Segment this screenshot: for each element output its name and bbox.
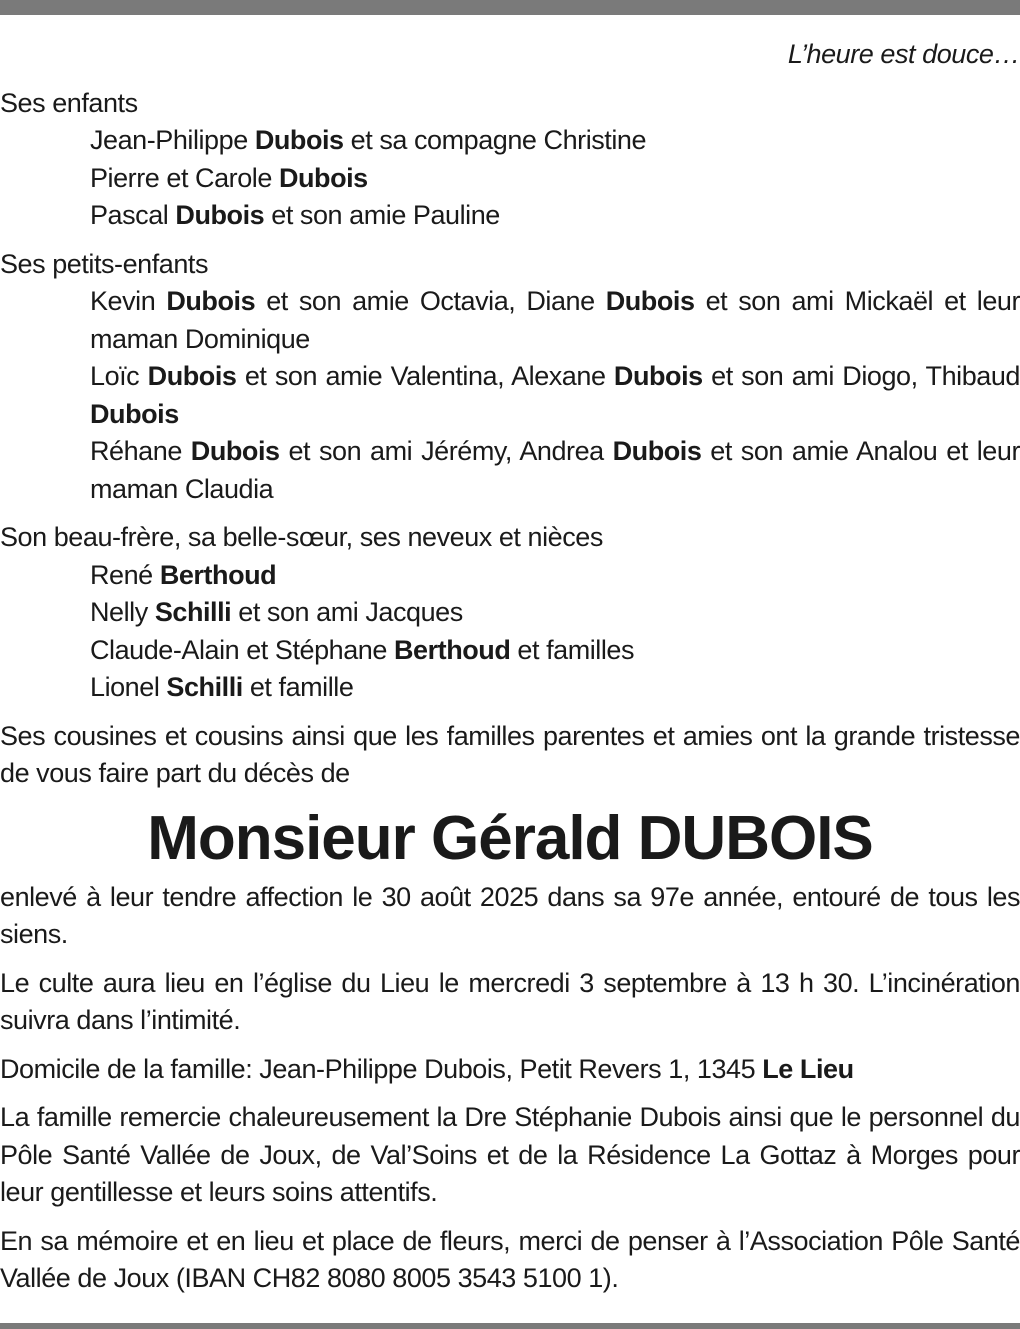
entry-text: et son ami Jérémy, Andrea bbox=[279, 436, 613, 466]
family-entry bbox=[0, 557, 1020, 595]
domicile bbox=[0, 1051, 1020, 1089]
entry-surname: Dubois bbox=[190, 436, 280, 466]
service-notice: Le culte aura lieu en l’église du Lieu le mercredi 3 septembre à 13 h 30. L’incinération suivra dans l’intimité. bbox=[0, 967, 1020, 1035]
passing-notice: enlevé à leur tendre affection le 30 août 2025 dans sa 97e année, entouré de tous les siens. bbox=[0, 881, 1020, 949]
domicile-locality: Le Lieu bbox=[762, 1053, 854, 1084]
entry-text: et son amie Pauline bbox=[264, 200, 500, 230]
family-entry bbox=[0, 433, 1020, 508]
in-laws-section bbox=[0, 519, 1020, 707]
entry-surname: Dubois bbox=[175, 200, 265, 230]
entry-surname: Dubois bbox=[605, 286, 695, 316]
entry-surname: Schilli bbox=[154, 597, 232, 627]
entry-text: et son amie Valentina, Alexane bbox=[236, 361, 614, 391]
family-entry bbox=[0, 122, 1020, 160]
family-entry bbox=[0, 632, 1020, 670]
entry-surname: Dubois bbox=[254, 125, 344, 155]
entry-surname: Dubois bbox=[612, 436, 702, 466]
entry-text: Jean-Philippe bbox=[90, 125, 255, 155]
family-entry bbox=[0, 358, 1020, 433]
domicile-text: Domicile de la famille: Jean-Philippe Dubois, Petit Revers 1, 1345 bbox=[0, 1053, 763, 1084]
entry-text: et son amie Octavia, Diane bbox=[255, 286, 606, 316]
entry-text: et familles bbox=[510, 634, 635, 665]
entry-surname: Berthoud bbox=[159, 559, 277, 590]
obituary-text bbox=[0, 36, 1020, 1309]
entry-text: Réhane bbox=[90, 436, 191, 466]
entry-surname: Schilli bbox=[166, 672, 243, 702]
children-section bbox=[0, 85, 1020, 235]
entry-text: et son amie Analou et leur maman Claudia bbox=[90, 436, 1020, 504]
entry-text: Pascal bbox=[90, 200, 176, 230]
entry-surname: Dubois bbox=[147, 361, 237, 391]
entry-surname: Dubois bbox=[278, 162, 368, 193]
entry-text: et son ami Mickaël et leur maman Dominique bbox=[90, 286, 1020, 354]
family-entry bbox=[0, 594, 1020, 632]
entry-text: Kevin bbox=[90, 286, 167, 316]
motto: L’heure est douce… bbox=[787, 39, 1020, 69]
thanks: La famille remercie chaleureusement la Dre Stéphanie Dubois ainsi que le personnel du Pôle Santé Vallée de Joux, de Val’Soins et de la Résidence La Gottaz à Morges pour leur gentillesse et leurs soins attentifs. bbox=[0, 1102, 1020, 1207]
entry-surname: Dubois bbox=[166, 286, 256, 316]
entry-text: et son ami Diogo, Thibaud bbox=[702, 361, 1020, 391]
entry-text: Lionel bbox=[90, 672, 167, 702]
entry-text: Pierre et Carole bbox=[90, 162, 279, 193]
family-entry bbox=[0, 283, 1020, 358]
section-heading: Ses petits-enfants bbox=[0, 248, 209, 279]
entry-text: Loïc bbox=[90, 361, 148, 391]
section-heading: Ses enfants bbox=[0, 87, 138, 118]
entry-text: et sa compagne Christine bbox=[343, 125, 647, 155]
entry-surname: Dubois bbox=[90, 398, 179, 429]
entry-surname: Dubois bbox=[613, 361, 703, 391]
entry-text: et famille bbox=[242, 672, 354, 702]
deceased-name: Monsieur Gérald DUBOIS bbox=[147, 803, 873, 873]
entry-text: Claude-Alain et Stéphane bbox=[90, 634, 394, 665]
entry-text: et son ami Jacques bbox=[231, 597, 463, 627]
entry-text: Nelly bbox=[90, 597, 155, 627]
entry-surname: Berthoud bbox=[393, 634, 511, 665]
family-entry bbox=[0, 160, 1020, 198]
announcement: Ses cousines et cousins ainsi que les familles parentes et amies ont la grande tristesse de vous faire part du décès de bbox=[0, 720, 1020, 788]
family-entry bbox=[0, 669, 1020, 707]
family-entry bbox=[0, 197, 1020, 235]
bottom-rule bbox=[0, 1323, 1020, 1329]
section-heading: Son beau-frère, sa belle-sœur, ses neveux et nièces bbox=[0, 522, 603, 552]
entry-text: René bbox=[90, 559, 160, 590]
grandchildren-section bbox=[0, 246, 1020, 509]
memorial-donation: En sa mémoire et en lieu et place de fleurs, merci de penser à l’Association Pôle Santé Vallée de Joux (IBAN CH82 8080 8005 3543 5100 1). bbox=[0, 1225, 1020, 1293]
top-rule bbox=[0, 0, 1020, 15]
